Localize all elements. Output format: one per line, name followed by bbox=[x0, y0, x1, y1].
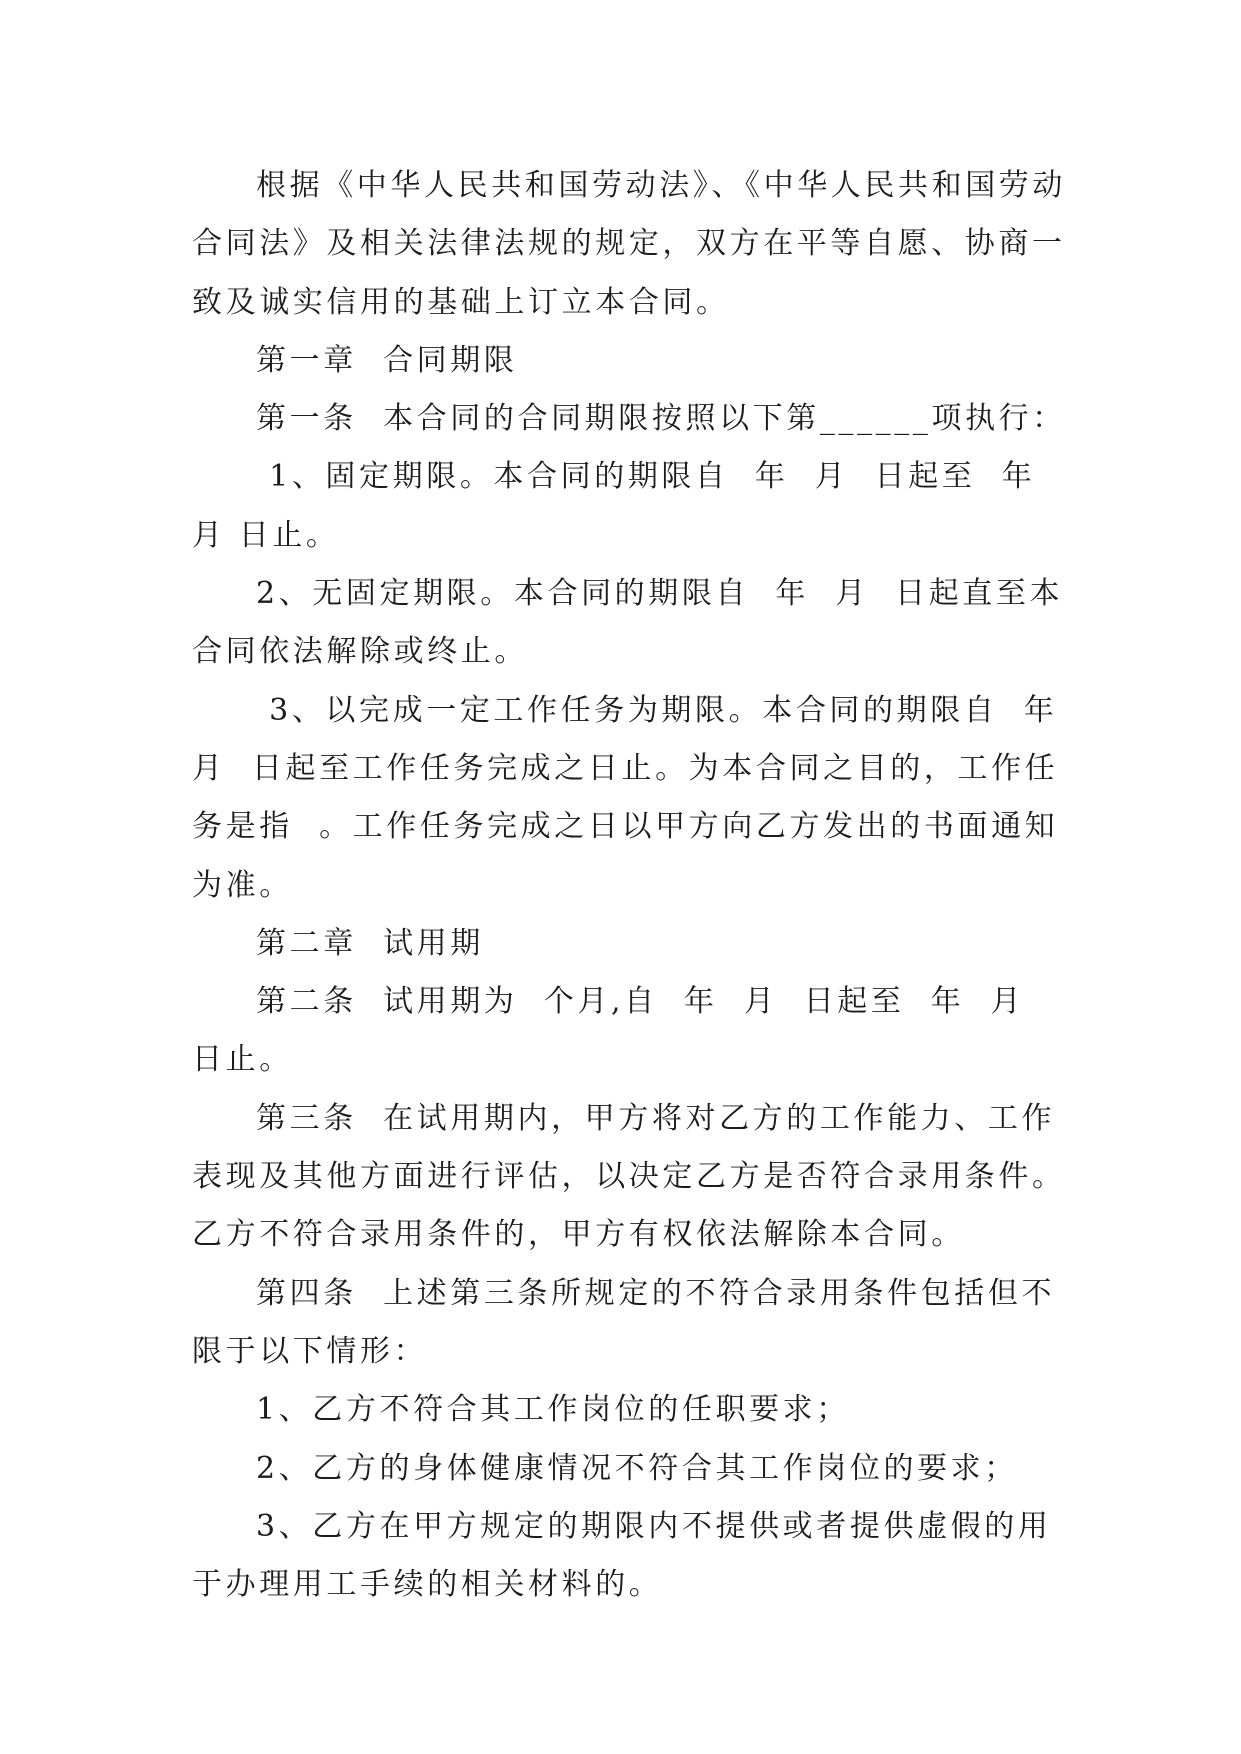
condition-3: 3、乙方在甲方规定的期限内不提供或者提供虚假的用于办理用工手续的相关材料的。 bbox=[192, 1508, 1052, 1603]
condition-2: 2、乙方的身体健康情况不符合其工作岗位的要求； bbox=[256, 1450, 1018, 1486]
article-3: 第三条 在试用期内，甲方将对乙方的工作能力、工作表现及其他方面进行评估，以决定乙方是否符合录用条件。乙方不符合录用条件的，甲方有权依法解除本合同。 bbox=[192, 1100, 1066, 1253]
article-4: 第四条 上述第三条所规定的不符合录用条件包括但不限于以下情形： bbox=[192, 1275, 1056, 1369]
article-1: 第一条 本合同的合同期限按照以下第______项执行： bbox=[256, 401, 1066, 437]
article-2: 第二条 试用期为 个月,自 年 月 日起至 年 月 日止。 bbox=[192, 984, 1051, 1078]
term-option-task-based: 3、以完成一定工作任务为期限。本合同的期限自 年 月 日起至工作任务完成之日止。为本合同之目的，工作任务是指 。工作任务完成之日以甲方向乙方发出的书面通知为准。 bbox=[192, 692, 1071, 903]
term-option-fixed: 1、固定期限。本合同的期限自 年 月 日起至 年 月 日止。 bbox=[192, 459, 1062, 553]
contract-body bbox=[192, 157, 1072, 1614]
condition-1: 1、乙方不符合其工作岗位的任职要求； bbox=[256, 1392, 850, 1428]
term-option-open-ended: 2、无固定期限。本合同的期限自 年 月 日起直至本合同依法解除或终止。 bbox=[192, 576, 1064, 670]
chapter-2-heading: 第二章 试用期 bbox=[256, 925, 484, 961]
chapter-1-heading: 第一章 合同期限 bbox=[256, 342, 518, 378]
paragraph-legal-basis: 根据《中华人民共和国劳动法》、《中华人民共和国劳动合同法》及相关法律法规的规定，双方在平等自愿、协商一致及诚实信用的基础上订立本合同。 bbox=[192, 168, 1066, 320]
